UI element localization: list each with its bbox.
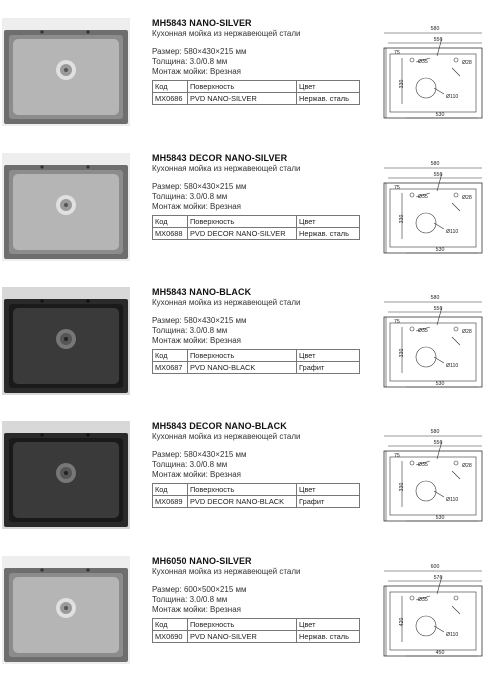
product-card [0, 153, 484, 263]
cell-color: Нержав. сталь [297, 228, 360, 240]
product-subtitle: Кухонная мойка из нержавеющей стали [152, 567, 301, 576]
sink-image [2, 421, 130, 529]
cell-code: MX0690 [153, 631, 188, 643]
dim-depth: 330 [399, 348, 405, 358]
dim-drain: Ø110 [446, 632, 459, 638]
spec-size: Размер: 580×430×215 мм [152, 450, 247, 459]
product-info [152, 287, 364, 372]
table-row [153, 93, 360, 105]
product-card [0, 18, 484, 128]
dim-offset: 75 [394, 453, 400, 459]
product-specs [152, 450, 364, 480]
header-color: Цвет [297, 619, 360, 631]
technical-drawing [382, 18, 484, 128]
dimension-diagram [382, 153, 484, 263]
dim-drain: Ø110 [446, 229, 459, 235]
sink-photo [2, 18, 130, 126]
spec-thickness: Толщина: 3.0/0.8 мм [152, 460, 228, 469]
product-info [152, 421, 364, 506]
spec-mount: Монтаж мойки: Врезная [152, 605, 241, 614]
cell-color: Графит [297, 362, 360, 374]
spec-mount: Монтаж мойки: Врезная [152, 336, 241, 345]
header-code: Код [153, 619, 188, 631]
header-surface: Поверхность [188, 216, 297, 228]
dim-hole-small: Ø35 [418, 597, 428, 603]
spec-mount: Монтаж мойки: Врезная [152, 67, 241, 76]
product-specs [152, 585, 364, 615]
product-card [0, 287, 484, 397]
header-code: Код [153, 350, 188, 362]
cell-surface: PVD NANO-BLACK [188, 362, 297, 374]
table-header-row [153, 484, 360, 496]
dim-depth: 330 [399, 214, 405, 224]
dimension-diagram [382, 287, 484, 397]
product-card [0, 421, 484, 531]
product-code-table [152, 215, 360, 240]
spec-thickness: Толщина: 3.0/0.8 мм [152, 57, 228, 66]
sink-photo [2, 287, 130, 395]
header-code: Код [153, 81, 188, 93]
cell-color: Нержав. сталь [297, 93, 360, 105]
table-row [153, 228, 360, 240]
spec-mount: Монтаж мойки: Врезная [152, 202, 241, 211]
dim-hole-small: Ø35 [418, 59, 428, 65]
sink-image [2, 556, 130, 664]
dim-hole-small: Ø35 [418, 462, 428, 468]
dim-inner-width: 556 [433, 306, 443, 312]
dim-drain: Ø110 [446, 363, 459, 369]
table-header-row [153, 216, 360, 228]
dim-width: 580 [430, 295, 440, 301]
spec-mount: Монтаж мойки: Врезная [152, 470, 241, 479]
dimension-diagram [382, 421, 484, 531]
product-code-table [152, 483, 360, 508]
dim-inner-width: 576 [433, 575, 443, 581]
dim-width: 580 [430, 429, 440, 435]
dim-inner-width: 556 [433, 172, 443, 178]
product-subtitle: Кухонная мойка из нержавеющей стали [152, 298, 301, 307]
table-row [153, 496, 360, 508]
dim-drain: Ø110 [446, 497, 459, 503]
sink-photo [2, 556, 130, 664]
dim-offset: 75 [394, 50, 400, 56]
spec-thickness: Толщина: 3.0/0.8 мм [152, 192, 228, 201]
dim-hole-tap: Ø28 [462, 463, 472, 469]
dim-hole-tap: Ø28 [462, 60, 472, 66]
cell-code: MX0687 [153, 362, 188, 374]
spec-thickness: Толщина: 3.0/0.8 мм [152, 595, 228, 604]
dim-inner-width: 556 [433, 37, 443, 43]
dim-hole-tap: Ø28 [462, 329, 472, 335]
product-subtitle: Кухонная мойка из нержавеющей стали [152, 432, 301, 441]
dim-bottom: 530 [435, 515, 445, 521]
product-info [152, 153, 364, 238]
cell-code: MX0686 [153, 93, 188, 105]
product-specs [152, 182, 364, 212]
cell-surface: PVD NANO-SILVER [188, 631, 297, 643]
technical-drawing [382, 421, 484, 531]
dim-hole-small: Ø35 [418, 328, 428, 334]
cell-code: MX0688 [153, 228, 188, 240]
dim-depth: 330 [399, 482, 405, 492]
spec-thickness: Толщина: 3.0/0.8 мм [152, 326, 228, 335]
product-info [152, 556, 364, 641]
product-subtitle: Кухонная мойка из нержавеющей стали [152, 29, 301, 38]
product-info [152, 18, 364, 103]
dim-width: 580 [430, 161, 440, 167]
header-surface: Поверхность [188, 484, 297, 496]
cell-surface: PVD DECOR NANO-SILVER [188, 228, 297, 240]
technical-drawing [382, 556, 484, 666]
sink-image [2, 287, 130, 395]
table-header-row [153, 619, 360, 631]
sink-image [2, 18, 130, 126]
header-surface: Поверхность [188, 81, 297, 93]
cell-color: Графит [297, 496, 360, 508]
product-title: MH6050 NANO-SILVER [152, 556, 252, 566]
product-code-table [152, 618, 360, 643]
dim-bottom: 530 [435, 381, 445, 387]
spec-size: Размер: 580×430×215 мм [152, 316, 247, 325]
dim-depth: 420 [399, 617, 405, 627]
technical-drawing [382, 153, 484, 263]
product-card [0, 556, 484, 666]
dim-inner-width: 556 [433, 440, 443, 446]
product-title: MH5843 DECOR NANO-BLACK [152, 421, 287, 431]
product-specs [152, 316, 364, 346]
dim-depth: 330 [399, 79, 405, 89]
product-title: MH5843 NANO-BLACK [152, 287, 252, 297]
technical-drawing [382, 287, 484, 397]
table-header-row [153, 81, 360, 93]
cell-code: MX0689 [153, 496, 188, 508]
spec-size: Размер: 580×430×215 мм [152, 182, 247, 191]
dim-drain: Ø110 [446, 94, 459, 100]
header-code: Код [153, 484, 188, 496]
dim-width: 580 [430, 26, 440, 32]
sink-photo [2, 153, 130, 261]
product-title: MH5843 DECOR NANO-SILVER [152, 153, 288, 163]
header-color: Цвет [297, 484, 360, 496]
dim-bottom: 530 [435, 247, 445, 253]
header-color: Цвет [297, 216, 360, 228]
spec-size: Размер: 580×430×215 мм [152, 47, 247, 56]
header-color: Цвет [297, 350, 360, 362]
sink-image [2, 153, 130, 261]
product-specs [152, 47, 364, 77]
dim-hole-tap: Ø28 [462, 195, 472, 201]
cell-surface: PVD DECOR NANO-BLACK [188, 496, 297, 508]
header-surface: Поверхность [188, 350, 297, 362]
dim-width: 600 [430, 564, 440, 570]
header-surface: Поверхность [188, 619, 297, 631]
product-subtitle: Кухонная мойка из нержавеющей стали [152, 164, 301, 173]
header-code: Код [153, 216, 188, 228]
table-row [153, 362, 360, 374]
dim-hole-small: Ø35 [418, 194, 428, 200]
header-color: Цвет [297, 81, 360, 93]
dimension-diagram [382, 556, 484, 666]
table-header-row [153, 350, 360, 362]
cell-surface: PVD NANO-SILVER [188, 93, 297, 105]
dim-offset: 75 [394, 185, 400, 191]
cell-color: Нержав. сталь [297, 631, 360, 643]
product-title: MH5843 NANO-SILVER [152, 18, 252, 28]
sink-photo [2, 421, 130, 529]
product-code-table [152, 80, 360, 105]
table-row [153, 631, 360, 643]
dim-bottom: 450 [435, 650, 445, 656]
product-code-table [152, 349, 360, 374]
dim-offset: 75 [394, 319, 400, 325]
dimension-diagram [382, 18, 484, 128]
spec-size: Размер: 600×500×215 мм [152, 585, 247, 594]
dim-bottom: 530 [435, 112, 445, 118]
